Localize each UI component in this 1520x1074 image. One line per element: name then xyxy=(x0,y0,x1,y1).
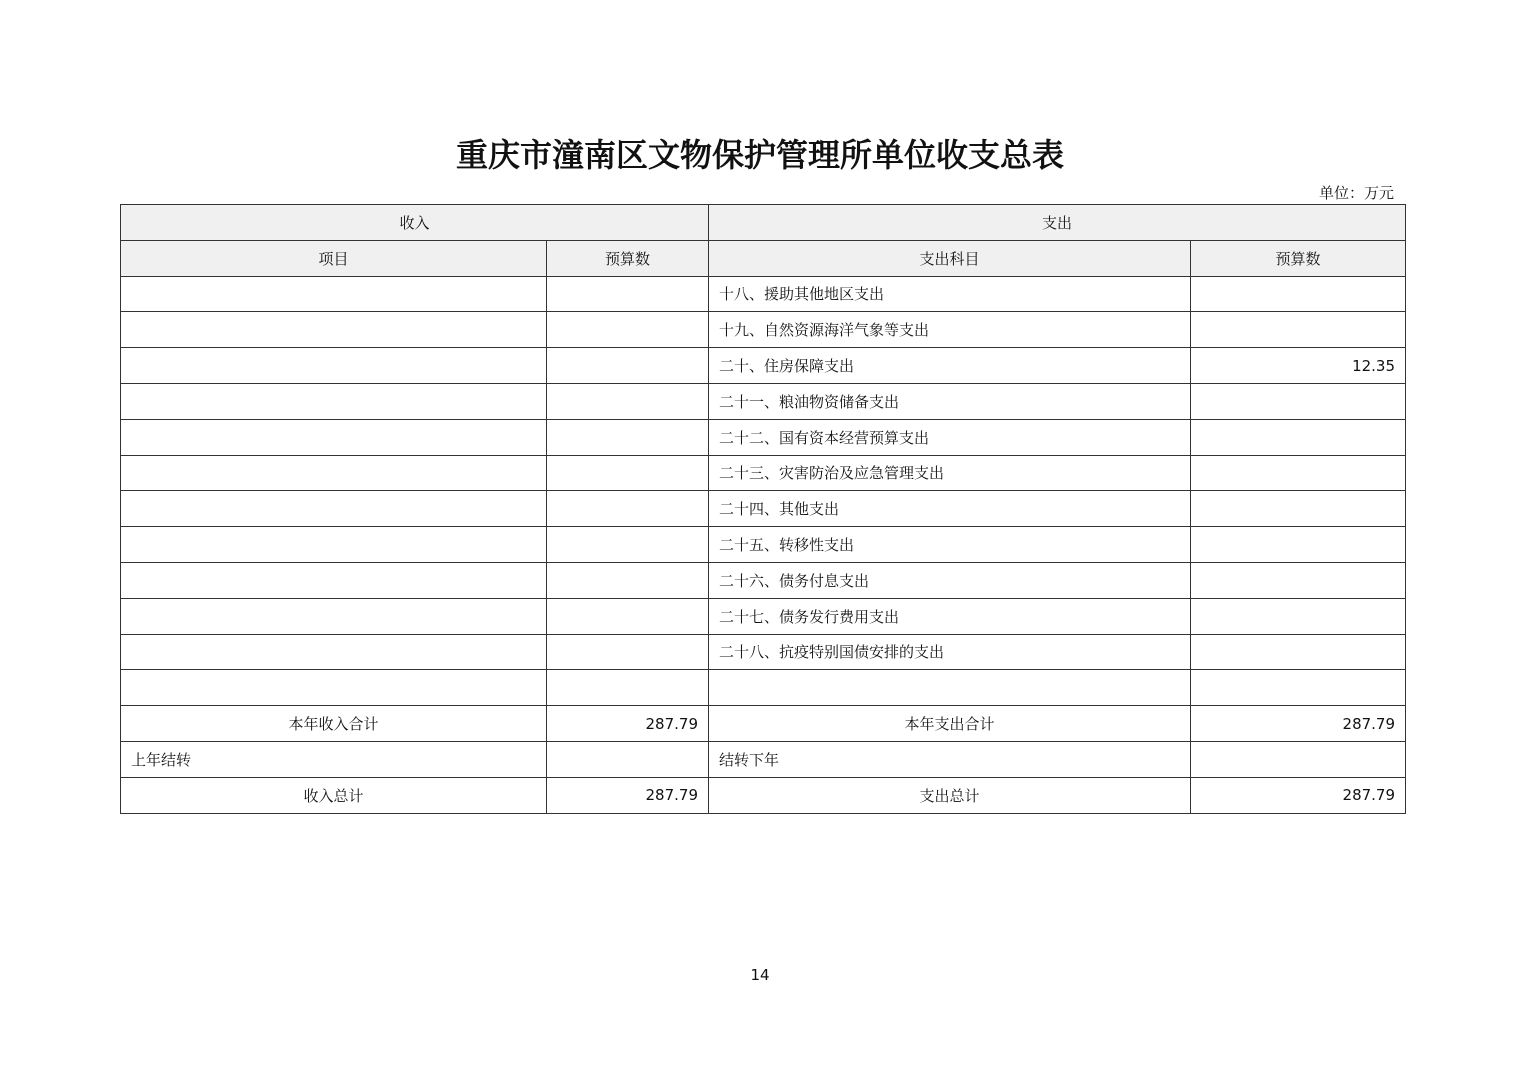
unit-label: 单位：万元 xyxy=(1318,184,1394,202)
exp-item-cell xyxy=(709,670,1191,706)
exp-item-cell: 十九、自然资源海洋气象等支出 xyxy=(709,312,1191,348)
year-total-row xyxy=(121,706,1406,742)
income-item-cell xyxy=(121,383,547,419)
table-row xyxy=(121,527,1406,563)
income-value-cell xyxy=(547,276,709,312)
income-value-cell xyxy=(547,527,709,563)
exp-item-cell: 二十、住房保障支出 xyxy=(709,348,1191,384)
carry-in-label: 上年结转 xyxy=(121,741,547,777)
exp-value-cell xyxy=(1191,455,1406,491)
income-value-cell xyxy=(547,634,709,670)
income-item-cell xyxy=(121,455,547,491)
table-row xyxy=(121,383,1406,419)
income-item-cell xyxy=(121,670,547,706)
income-item-cell xyxy=(121,348,547,384)
exp-value-cell xyxy=(1191,598,1406,634)
exp-item-cell: 二十三、灾害防治及应急管理支出 xyxy=(709,455,1191,491)
income-item-cell xyxy=(121,598,547,634)
income-value-cell xyxy=(547,491,709,527)
header-row-groups xyxy=(121,205,1406,241)
income-value-cell xyxy=(547,348,709,384)
header-exp-item: 支出科目 xyxy=(709,240,1191,276)
table-row xyxy=(121,348,1406,384)
header-exp-budget: 预算数 xyxy=(1191,240,1406,276)
grand-total-row xyxy=(121,777,1406,813)
header-income-item: 项目 xyxy=(121,240,547,276)
exp-value-cell xyxy=(1191,634,1406,670)
page-title: 重庆市潼南区文物保护管理所单位收支总表 xyxy=(455,136,1064,174)
header-expenditure: 支出 xyxy=(709,205,1406,241)
exp-value-cell xyxy=(1191,670,1406,706)
exp-value-cell xyxy=(1191,383,1406,419)
table-row xyxy=(121,276,1406,312)
exp-value-cell xyxy=(1191,276,1406,312)
carry-out-value xyxy=(1191,741,1406,777)
exp-item-cell: 二十五、转移性支出 xyxy=(709,527,1191,563)
carry-in-value xyxy=(547,741,709,777)
income-item-cell xyxy=(121,276,547,312)
exp-item-cell: 二十八、抗疫特别国债安排的支出 xyxy=(709,634,1191,670)
year-exp-value: 287.79 xyxy=(1191,706,1406,742)
exp-value-cell xyxy=(1191,527,1406,563)
exp-item-cell: 十八、援助其他地区支出 xyxy=(709,276,1191,312)
exp-item-cell: 二十六、债务付息支出 xyxy=(709,562,1191,598)
exp-item-cell: 二十四、其他支出 xyxy=(709,491,1191,527)
income-value-cell xyxy=(547,455,709,491)
year-income-label: 本年收入合计 xyxy=(121,706,547,742)
income-item-cell xyxy=(121,419,547,455)
total-exp-label: 支出总计 xyxy=(709,777,1191,813)
total-income-value: 287.79 xyxy=(547,777,709,813)
header-income-budget: 预算数 xyxy=(547,240,709,276)
table-row xyxy=(121,598,1406,634)
exp-value-cell: 12.35 xyxy=(1191,348,1406,384)
exp-value-cell xyxy=(1191,312,1406,348)
income-value-cell xyxy=(547,383,709,419)
table-row xyxy=(121,419,1406,455)
income-item-cell xyxy=(121,562,547,598)
income-value-cell xyxy=(547,562,709,598)
income-item-cell xyxy=(121,527,547,563)
year-income-value: 287.79 xyxy=(547,706,709,742)
exp-value-cell xyxy=(1191,562,1406,598)
exp-item-cell: 二十七、债务发行费用支出 xyxy=(709,598,1191,634)
table-row xyxy=(121,562,1406,598)
table-row xyxy=(121,634,1406,670)
exp-value-cell xyxy=(1191,491,1406,527)
exp-item-cell: 二十二、国有资本经营预算支出 xyxy=(709,419,1191,455)
income-item-cell xyxy=(121,634,547,670)
table-row xyxy=(121,491,1406,527)
budget-summary-table xyxy=(120,204,1406,814)
carry-out-label: 结转下年 xyxy=(709,741,1191,777)
income-value-cell xyxy=(547,419,709,455)
income-value-cell xyxy=(547,312,709,348)
income-item-cell xyxy=(121,491,547,527)
income-value-cell xyxy=(547,670,709,706)
year-exp-label: 本年支出合计 xyxy=(709,706,1191,742)
table-row xyxy=(121,670,1406,706)
table-row xyxy=(121,312,1406,348)
income-value-cell xyxy=(547,598,709,634)
page-number: 14 xyxy=(750,966,770,984)
exp-value-cell xyxy=(1191,419,1406,455)
exp-item-cell: 二十一、粮油物资储备支出 xyxy=(709,383,1191,419)
total-exp-value: 287.79 xyxy=(1191,777,1406,813)
income-item-cell xyxy=(121,312,547,348)
header-row-columns xyxy=(121,240,1406,276)
header-income: 收入 xyxy=(121,205,709,241)
carry-over-row xyxy=(121,741,1406,777)
table-row xyxy=(121,455,1406,491)
total-income-label: 收入总计 xyxy=(121,777,547,813)
